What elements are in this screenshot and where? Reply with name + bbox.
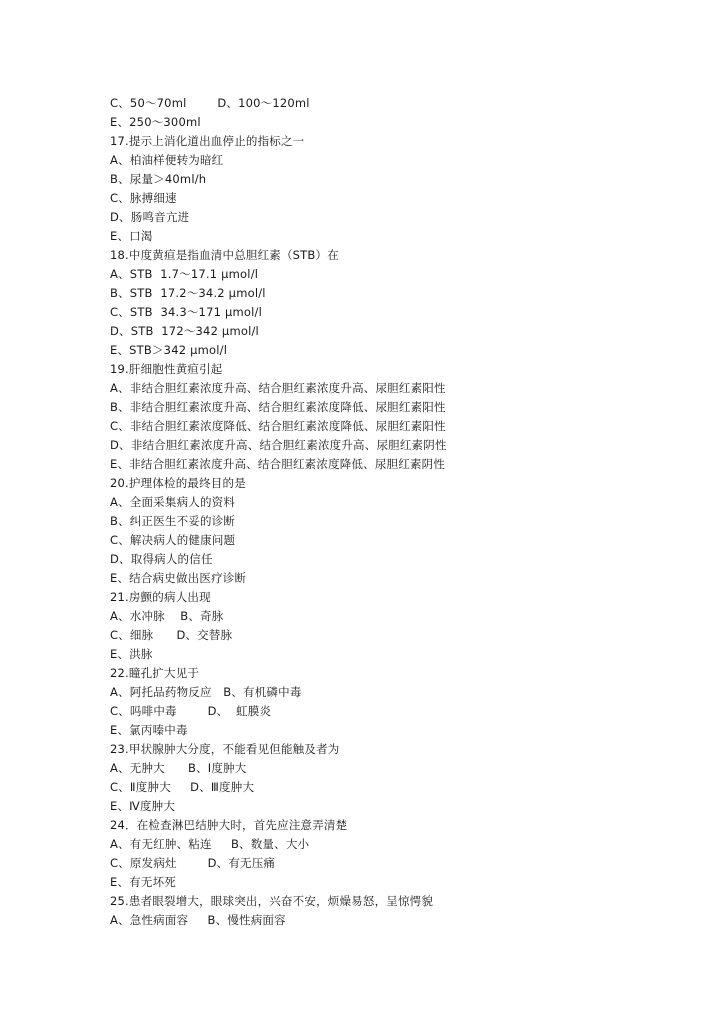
text-line: C、非结合胆红素浓度降低、结合胆红素浓度降低、尿胆红素阳性 xyxy=(110,419,446,433)
question-25-stem: 25.患者眼裂增大，眼球突出，兴奋不安，烦燥易怒，呈惊愕貌 xyxy=(110,894,434,908)
text-line: A、柏油样便转为暗红 xyxy=(110,153,224,167)
question-17-stem: 17.提示上消化道出血停止的指标之一 xyxy=(110,134,305,148)
question-23-stem: 23.甲状腺肿大分度，不能看见但能触及者为 xyxy=(110,742,340,756)
text-line: B、尿量＞40ml/h xyxy=(110,172,207,186)
text-line: A、全面采集病人的资料 xyxy=(110,495,236,509)
text-line: B、非结合胆红素浓度升高、结合胆红素浓度降低、尿胆红素阳性 xyxy=(110,400,446,414)
text-line: B、纠正医生不妥的诊断 xyxy=(110,514,236,528)
text-line: B、STB 17.2～34.2 μmol/l xyxy=(110,286,266,300)
text-line: A、STB 1.7～17.1 μmol/l xyxy=(110,267,259,281)
text-line: E、洪脉 xyxy=(110,647,153,661)
text-line: A、无肿大 B、Ⅰ度肿大 xyxy=(110,761,247,775)
text-line: C、Ⅱ度肿大 D、Ⅲ度肿大 xyxy=(110,780,255,794)
question-19-stem: 19.肝细胞性黄疸引起 xyxy=(110,362,223,376)
text-line: E、氯丙嗪中毒 xyxy=(110,723,188,737)
text-line: C、解决病人的健康问题 xyxy=(110,533,236,547)
text-line: E、非结合胆红素浓度升高、结合胆红素浓度降低、尿胆红素阴性 xyxy=(110,457,446,471)
text-line: E、STB＞342 μmol/l xyxy=(110,343,228,357)
text-line: A、非结合胆红素浓度升高、结合胆红素浓度升高、尿胆红素阳性 xyxy=(110,381,446,395)
text-line: C、50～70ml D、100～120ml xyxy=(110,96,310,110)
text-line: E、结合病史做出医疗诊断 xyxy=(110,571,247,585)
text-line: A、有无红肿、粘连 B、数量、大小 xyxy=(110,837,310,851)
question-21-stem: 21.房颤的病人出现 xyxy=(110,590,211,604)
text-line: D、肠鸣音亢进 xyxy=(110,210,190,224)
question-18-stem: 18.中度黄疸是指血清中总胆红素（STB）在 xyxy=(110,248,339,262)
text-line: C、细脉 D、交替脉 xyxy=(110,628,233,642)
text-line: C、脉搏细速 xyxy=(110,191,177,205)
text-line: D、STB 172～342 μmol/l xyxy=(110,324,259,338)
text-line: E、有无坏死 xyxy=(110,875,176,889)
text-line: A、阿托品药物反应 B、有机磷中毒 xyxy=(110,685,302,699)
text-line: D、非结合胆红素浓度升高、结合胆红素浓度升高、尿胆红素阴性 xyxy=(110,438,447,452)
question-24-stem: 24．在检查淋巴结肿大时，首先应注意弄清楚 xyxy=(110,818,348,832)
text-line: D、取得病人的信任 xyxy=(110,552,213,566)
text-line: E、250～300ml xyxy=(110,115,201,129)
question-20-stem: 20.护理体检的最终目的是 xyxy=(110,476,246,490)
text-line: A、水冲脉 B、奇脉 xyxy=(110,609,224,623)
text-line: C、STB 34.3～171 μmol/l xyxy=(110,305,262,319)
document-page xyxy=(110,94,670,930)
question-22-stem: 22.瞳孔扩大见于 xyxy=(110,666,200,680)
text-line: E、Ⅳ度肿大 xyxy=(110,799,176,813)
text-line: C、吗啡中毒 D、 虹膜炎 xyxy=(110,704,272,718)
text-line: E、口渴 xyxy=(110,229,153,243)
text-line: C、原发病灶 D、有无压痛 xyxy=(110,856,276,870)
text-line: A、急性病面容 B、慢性病面容 xyxy=(110,913,286,927)
